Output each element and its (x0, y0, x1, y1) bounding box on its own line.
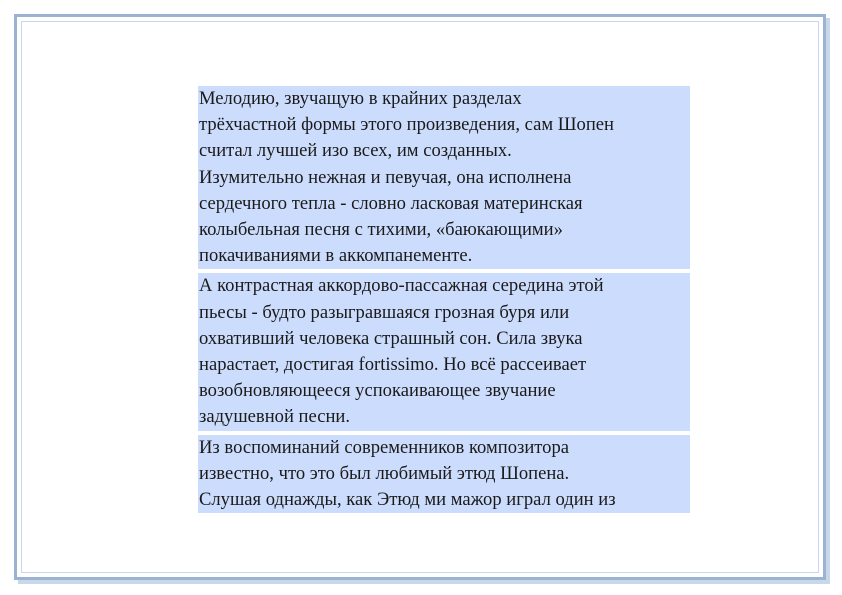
text-line: считал лучшей изо всех, им созданных. (199, 140, 512, 162)
text-line: трёхчастной формы этого произведения, сам Шопен (199, 114, 614, 136)
text-line: колыбельная песня с тихими, «баюкающими» (199, 219, 563, 241)
text-line: охвативший человека страшный сон. Сила звука (199, 327, 583, 349)
paragraph-1 (198, 86, 690, 269)
text-line: возобновляющееся успокаивающее звучание (199, 380, 556, 402)
text-line: А контрастная аккордово-пассажная середина этой (199, 275, 604, 297)
text-line: Мелодию, звучащую в крайних разделах (199, 88, 522, 109)
frame-shadow-right (826, 18, 830, 584)
text-line: пьесы - будто разыгравшаяся грозная буря или (199, 301, 570, 323)
text-line: покачиваниями в аккомпанементе. (199, 245, 473, 267)
text-line: задушевной песни. (199, 406, 351, 428)
text-line: Изумительно нежная и певучая, она исполнена (199, 166, 572, 188)
frame-shadow-bottom (18, 580, 830, 584)
paragraph-2 (198, 273, 690, 430)
text-line: известно, что это был любимый этюд Шопена. (199, 462, 570, 484)
text-line: нарастает, достигая fortissimo. Но всё рассеивает (199, 354, 587, 376)
text-line: Из воспоминаний современников композитора (199, 436, 570, 458)
text-block (198, 86, 690, 517)
text-line: сердечного тепла - словно ласковая материнская (199, 192, 583, 214)
text-line: Слушая однажды, как Этюд ми мажор играл один из (199, 489, 616, 511)
paragraph-3 (198, 435, 690, 514)
